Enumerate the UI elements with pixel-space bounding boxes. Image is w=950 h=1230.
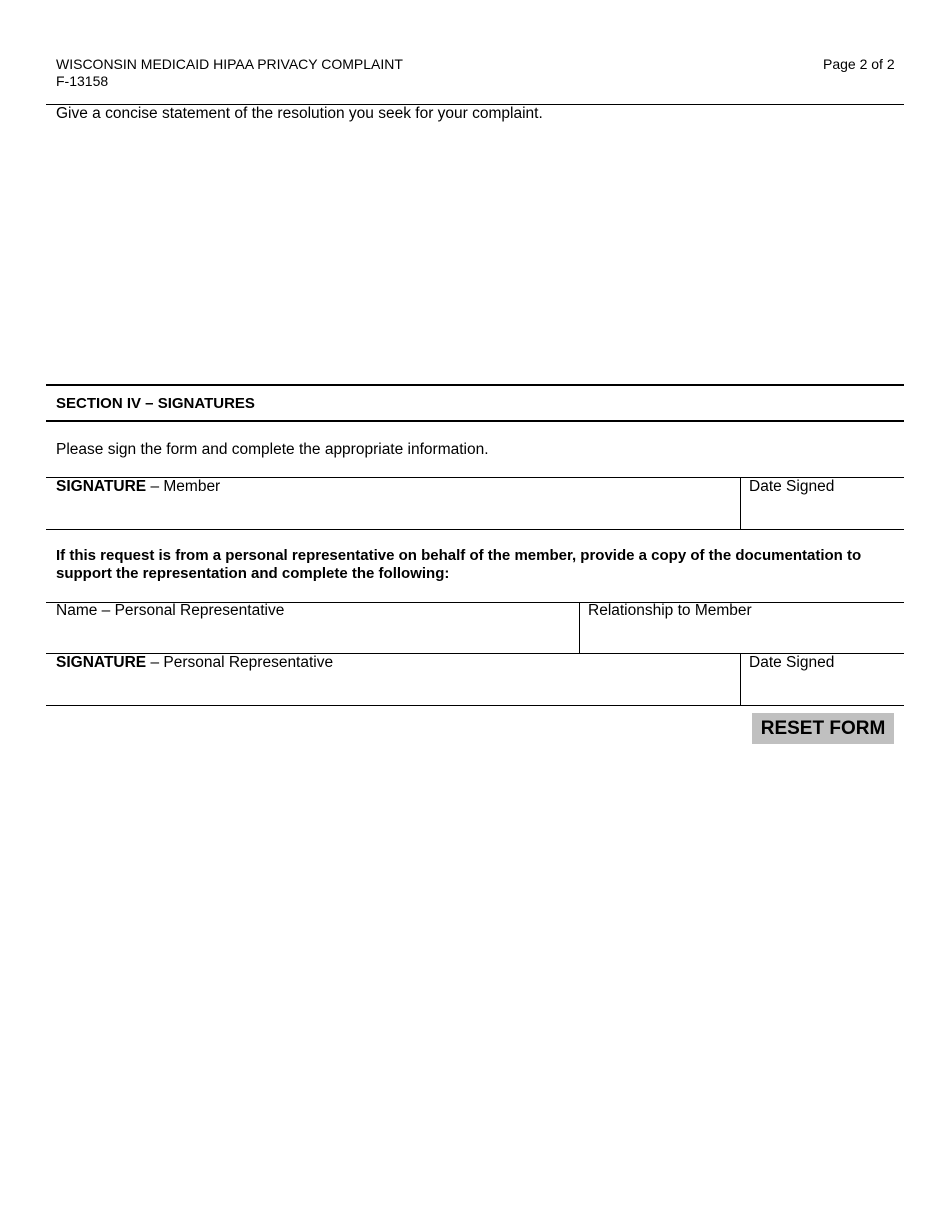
rep-date-input[interactable]: [749, 676, 899, 700]
rep-signature-label-rest: – Personal Representative: [146, 654, 334, 671]
rep-date-label: Date Signed: [749, 654, 835, 671]
rep-sig-row-divider: [740, 653, 741, 705]
rep-notice-line2: support the representation and complete the following:: [56, 565, 450, 582]
member-date-input[interactable]: [749, 500, 899, 524]
rep-name-input[interactable]: [56, 624, 571, 648]
section4-bottom-rule: [46, 420, 904, 422]
section4-title: SECTION IV – SIGNATURES: [56, 395, 255, 412]
form-title: WISCONSIN MEDICAID HIPAA PRIVACY COMPLAINT: [56, 56, 403, 72]
rep-name-row-divider: [579, 602, 580, 654]
member-row-bottom-rule: [46, 529, 904, 530]
rep-relationship-input[interactable]: [588, 624, 898, 648]
resolution-prompt: Give a concise statement of the resolution you seek for your complaint.: [56, 105, 543, 122]
rep-signature-label: [56, 654, 333, 672]
section4-top-rule: [46, 384, 904, 386]
rep-sig-row-bottom-rule: [46, 705, 904, 706]
resolution-textarea[interactable]: [56, 126, 894, 378]
rep-relationship-label: Relationship to Member: [588, 602, 752, 619]
page-indicator: Page 2 of 2: [823, 56, 895, 72]
member-date-label: Date Signed: [749, 478, 835, 495]
rep-signature-input[interactable]: [56, 676, 732, 700]
member-signature-label: [56, 478, 220, 496]
member-signature-label-bold: SIGNATURE: [56, 478, 147, 495]
member-signature-input[interactable]: [56, 500, 732, 524]
member-signature-label-rest: – Member: [146, 478, 221, 495]
rep-signature-label-bold: SIGNATURE: [56, 654, 147, 671]
rep-notice-line1: If this request is from a personal representative on behalf of the member, provide a copy of the documentation to: [56, 547, 862, 564]
form-number: F-13158: [56, 73, 109, 89]
rep-name-label: Name – Personal Representative: [56, 602, 285, 619]
member-row-divider: [740, 477, 741, 529]
section4-instruction: Please sign the form and complete the appropriate information.: [56, 441, 489, 458]
reset-form-button[interactable]: RESET FORM: [752, 713, 894, 744]
